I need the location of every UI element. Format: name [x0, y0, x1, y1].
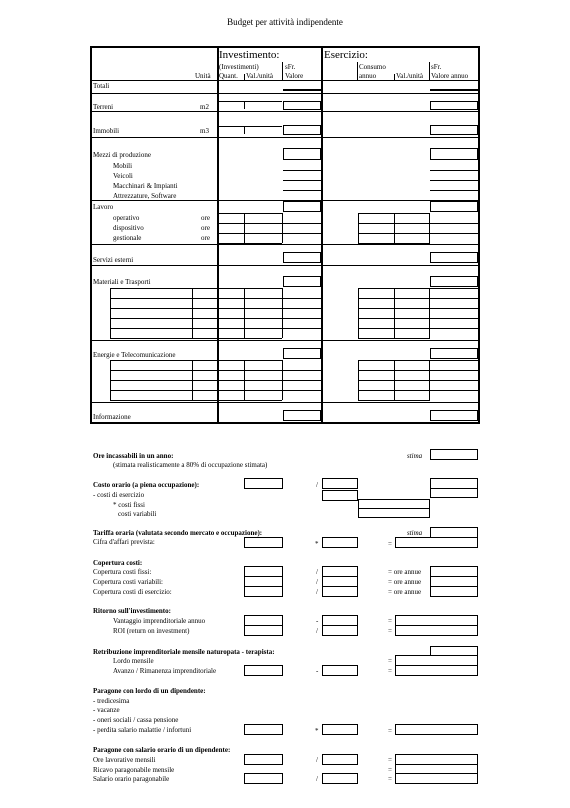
costo-orario-input-1[interactable] [244, 478, 283, 489]
cop-esercizio-input-2[interactable] [322, 586, 358, 597]
quant-label: Quant. [219, 72, 238, 80]
materiali-valore-annuo[interactable] [430, 276, 478, 287]
ore-lavorative-input-1[interactable] [244, 754, 283, 765]
avanzo-input-1[interactable] [244, 665, 283, 676]
stima-label: stima [407, 452, 423, 460]
ore-incassabili-heading: Ore incassabili in un anno: [93, 452, 174, 460]
immobili-valore-annuo[interactable] [430, 125, 478, 135]
stima-label-2: stima [407, 529, 423, 537]
cop-variabili-label: Copertura costi variabili: [93, 578, 163, 586]
mobili-label: Mobili [113, 162, 133, 170]
salario-input-1[interactable] [244, 773, 283, 784]
perdita-input-1[interactable] [244, 724, 283, 735]
perdita-input-2[interactable] [322, 724, 358, 735]
equals-sign: = [388, 657, 392, 665]
lavoro-label: Lavoro [93, 203, 114, 211]
ore-unit-3: ore [201, 234, 210, 242]
mezzi-valore-annuo[interactable] [430, 148, 478, 160]
sfr-label-2: sFr. [431, 63, 442, 71]
costi-variabili-label: costi variabili [118, 510, 157, 518]
cop-esercizio-label: Copertura costi di esercizio: [93, 588, 172, 596]
copertura-heading: Copertura costi: [93, 559, 143, 567]
costi-esercizio-input[interactable] [322, 490, 358, 501]
lavoro-valore[interactable] [283, 201, 321, 212]
ore-annue-label-2: = ore annue [388, 578, 422, 586]
informazione-valore[interactable] [283, 410, 321, 421]
servizi-valore-annuo[interactable] [430, 252, 478, 263]
cifra-affari-input-1[interactable] [244, 537, 283, 548]
mezzi-label: Mezzi di produzione [93, 151, 151, 159]
investimento-header: Investimento: [219, 49, 280, 61]
energie-valore-annuo[interactable] [430, 348, 478, 359]
ore-annue-label-1: = ore annue [388, 568, 422, 576]
ore-incassabili-input[interactable] [430, 449, 478, 460]
operativo-label: operativo [113, 214, 140, 222]
totali-label: Totali [93, 82, 110, 90]
retribuzione-heading: Retribuzione imprenditoriale mensile naturopata - terapista: [93, 648, 275, 656]
cop-esercizio-input-1[interactable] [244, 586, 283, 597]
servizi-label: Servizi esterni [93, 256, 134, 264]
valore-annuo-label: Valore annuo [431, 72, 469, 80]
consumo-label: Consumo [359, 63, 386, 71]
oneri-label: - oneri sociali / cassa pensione [93, 716, 179, 724]
lavoro-valore-annuo[interactable] [430, 201, 478, 212]
costi-fissi-label: * costi fissi [113, 501, 145, 509]
equals-sign: = [388, 756, 392, 764]
materiali-label: Materiali e Trasporti [93, 278, 151, 286]
paragone-orario-heading: Paragone con salario orario di un dipendente: [93, 746, 231, 754]
annuo-label: annuo [359, 72, 377, 80]
salario-input-2[interactable] [322, 773, 358, 784]
equals-sign: = [388, 617, 392, 625]
minus-sign: - [316, 617, 319, 625]
divide-sign: / [316, 627, 318, 635]
tariffa-heading: Tariffa oraria (valutata secondo mercato e occupazione): [93, 529, 263, 537]
tredicesima-label: - tredicesima [93, 697, 130, 705]
servizi-valore[interactable] [283, 252, 321, 263]
ore-unit-2: ore [201, 224, 210, 232]
equals-sign: = [388, 667, 392, 675]
ore-annue-label-3: = ore annue [388, 588, 422, 596]
equals-sign: = [388, 775, 392, 783]
divide-sign: / [316, 756, 318, 764]
immobili-unit: m3 [200, 127, 209, 135]
multiply-sign: * [315, 540, 319, 548]
immobili-valore[interactable] [283, 125, 321, 135]
roi-input-2[interactable] [322, 625, 358, 636]
lordo-mensile-label: Lordo mensile [113, 657, 154, 665]
avanzo-result[interactable] [395, 665, 478, 676]
materiali-valore[interactable] [283, 276, 321, 287]
avanzo-input-2[interactable] [322, 665, 358, 676]
ore-incassabili-note: (stimata realisticamente a 80% di occupazione stimata) [113, 461, 268, 469]
roi-label: ROI (return on investment) [113, 627, 190, 635]
vacanze-label: - vacanze [93, 706, 120, 714]
divide-sign: / [316, 775, 318, 783]
informazione-valore-annuo[interactable] [430, 410, 478, 421]
val-unita-label-2: Val./unità [396, 72, 424, 80]
veicoli-label: Veicoli [113, 172, 133, 180]
energie-valore[interactable] [283, 348, 321, 359]
ore-lavorative-label: Ore lavorative mensili [93, 756, 156, 764]
gestionale-label: gestionale [113, 234, 142, 242]
salario-result[interactable] [395, 773, 478, 784]
equals-sign: = [388, 766, 392, 774]
terreni-valore[interactable] [283, 101, 321, 110]
costi-esercizio-label: - costi di esercizio [93, 491, 145, 499]
macchinari-label: Macchinari & Impianti [113, 182, 178, 190]
val-unita-label: Val./unità [246, 72, 274, 80]
esercizio-header: Esercizio: [324, 49, 368, 61]
page-title: Budget per attività indipendente [227, 17, 343, 27]
minus-sign: - [316, 667, 319, 675]
costi-esercizio-result[interactable] [430, 488, 478, 498]
valore-label: Valore [285, 72, 304, 80]
unita-label: Unità [195, 72, 211, 80]
divide-sign: / [316, 578, 318, 586]
ore-lavorative-input-2[interactable] [322, 754, 358, 765]
ritorno-heading: Ritorno sull'investimento: [93, 607, 171, 615]
costi-variabili-input[interactable] [358, 508, 430, 518]
multiply-sign: * [315, 727, 319, 735]
cop-fissi-label: Copertura costi fissi: [93, 568, 152, 576]
terreni-unit: m2 [200, 103, 209, 111]
dispositivo-label: dispositivo [113, 224, 144, 232]
paragone-lordo-heading: Paragone con lordo di un dipendente: [93, 687, 206, 695]
cifra-affari-label: Cifra d'affari prevista: [93, 538, 155, 546]
immobili-label: Immobili [93, 127, 120, 135]
cop-esercizio-result[interactable] [430, 586, 478, 597]
roi-input-1[interactable] [244, 625, 283, 636]
terreni-valore-annuo[interactable] [430, 101, 478, 110]
cifra-affari-result[interactable] [395, 537, 478, 548]
roi-result[interactable] [395, 625, 478, 636]
investimenti-label: (Investimenti) [219, 63, 259, 71]
terreni-label: Terreni [93, 103, 114, 111]
divide-sign: / [316, 588, 318, 596]
salario-label: Salario orario paragonabile [93, 775, 170, 783]
costo-orario-heading: Costo orario (a piena occupazione): [93, 481, 200, 489]
equals-sign: = [388, 627, 392, 635]
sfr-label: sFr. [285, 63, 296, 71]
cifra-affari-input-2[interactable] [322, 537, 358, 548]
attrezzature-label: Attrezzature, Software [113, 192, 177, 200]
perdita-result[interactable] [395, 724, 478, 735]
equals-sign: = [388, 727, 392, 735]
informazione-label: Informazione [93, 413, 131, 421]
costo-orario-input-2[interactable] [322, 478, 358, 489]
mezzi-valore[interactable] [283, 148, 321, 160]
ore-unit-1: ore [201, 214, 210, 222]
divide-sign: / [316, 568, 318, 576]
equals-sign: = [388, 540, 392, 548]
ricavo-label: Ricavo paragonabile mensile [93, 766, 175, 774]
energie-label: Energie e Telecomunicazione [93, 351, 176, 359]
perdita-label: - perdita salario malattie / infortuni [93, 726, 192, 734]
divide-sign: / [316, 481, 318, 489]
avanzo-label: Avanzo / Rimanenza imprenditoriale [113, 667, 217, 675]
vantaggio-label: Vantaggio imprenditoriale annuo [113, 617, 206, 625]
